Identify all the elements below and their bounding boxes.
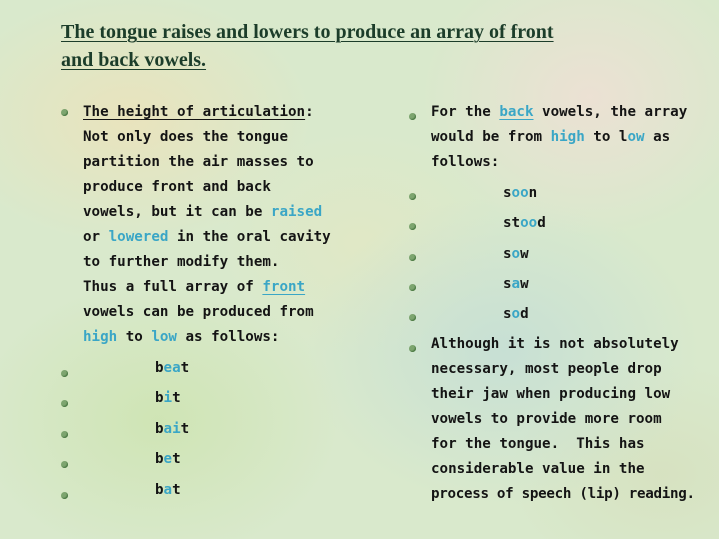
left-line: or — [83, 229, 109, 245]
word-part: b — [155, 421, 164, 437]
left-paragraph — [83, 100, 331, 350]
right-paragraph-jaw — [431, 332, 695, 507]
vowel-highlight: i — [163, 390, 173, 406]
right-line: their jaw when producing low — [431, 386, 671, 402]
back-vowel-word — [503, 272, 529, 297]
left-line: to further modify them. — [83, 254, 280, 270]
word-part: t — [172, 390, 181, 406]
word-part: s — [503, 306, 512, 322]
left-line: vowels, but it can be — [83, 204, 271, 220]
right-line: follows: — [431, 154, 500, 170]
front-vowel-word — [155, 386, 181, 411]
right-line: would be from — [431, 129, 551, 145]
bullet-icon — [61, 370, 68, 377]
word-part: t — [180, 421, 190, 437]
right-line: process of speech (lip) reading. — [431, 486, 695, 502]
back-term: back — [499, 104, 534, 120]
right-paragraph-back — [431, 100, 687, 175]
vowel-highlight: a — [163, 482, 173, 498]
word-part: d — [520, 306, 529, 322]
vowel-highlight: ea — [163, 360, 181, 376]
left-line: as follows: — [176, 329, 280, 345]
word-part: b — [155, 482, 164, 498]
front-term: front — [262, 279, 306, 295]
bullet-icon — [409, 314, 416, 321]
back-vowel-word — [503, 211, 546, 236]
right-line: to l — [584, 129, 628, 145]
bullet-icon — [409, 284, 416, 291]
bullet-icon — [61, 109, 68, 116]
right-line: for the tongue. This has — [431, 436, 645, 452]
word-part: s — [503, 246, 512, 262]
back-vowel-word — [503, 302, 529, 327]
right-line: vowels, the array — [533, 104, 688, 120]
bullet-icon — [61, 492, 68, 499]
vowel-highlight: oo — [511, 185, 529, 201]
high-term: high — [83, 329, 118, 345]
bullet-icon — [409, 223, 416, 230]
right-line: necessary, most people drop — [431, 361, 662, 377]
bullet-icon — [61, 431, 68, 438]
word-part: st — [503, 215, 521, 231]
vowel-highlight: e — [163, 451, 173, 467]
word-part: t — [172, 451, 181, 467]
left-line: vowels can be produced from — [83, 304, 314, 320]
right-line: For the — [431, 104, 500, 120]
left-line: produce front and back — [83, 179, 271, 195]
front-vowel-word — [155, 447, 181, 472]
bullet-icon — [61, 400, 68, 407]
word-part: w — [520, 246, 529, 262]
word-part: b — [155, 451, 164, 467]
left-line: Not only does the tongue — [83, 129, 288, 145]
back-vowel-word — [503, 181, 537, 206]
bullet-icon — [409, 113, 416, 120]
word-part: s — [503, 276, 512, 292]
vowel-highlight: o — [511, 246, 521, 262]
word-part: n — [528, 185, 538, 201]
back-vowel-word — [503, 242, 529, 267]
left-line: Thus a full array of — [83, 279, 263, 295]
left-line: in the oral cavity — [168, 229, 331, 245]
low-term: ow — [627, 129, 645, 145]
left-line: to — [117, 329, 152, 345]
title-line-2: and back vowels. — [61, 49, 207, 71]
right-line: Although it is not absolutely — [431, 336, 679, 352]
slide-title — [61, 18, 681, 74]
lowered-term: lowered — [108, 229, 169, 245]
front-vowel-word — [155, 417, 189, 442]
right-line: vowels to provide more room — [431, 411, 662, 427]
right-line: as — [644, 129, 671, 145]
raised-term: raised — [270, 204, 323, 220]
word-part: s — [503, 185, 512, 201]
height-heading: The height of articulation — [83, 104, 306, 120]
word-part: b — [155, 390, 164, 406]
right-line: considerable value in the — [431, 461, 645, 477]
bullet-icon — [409, 345, 416, 352]
vowel-highlight: oo — [520, 215, 538, 231]
title-line-1: The tongue raises and lowers to produce an array of front — [61, 21, 554, 43]
word-part: t — [180, 360, 190, 376]
bullet-icon — [409, 193, 416, 200]
bullet-icon — [409, 254, 416, 261]
heading-colon: : — [305, 104, 314, 120]
front-vowel-word — [155, 356, 189, 381]
word-part: b — [155, 360, 164, 376]
bullet-icon — [61, 461, 68, 468]
front-vowel-word — [155, 478, 181, 503]
vowel-highlight: o — [511, 306, 521, 322]
word-part: t — [172, 482, 181, 498]
vowel-highlight: ai — [163, 421, 181, 437]
left-line: partition the air masses to — [83, 154, 314, 170]
word-part: w — [520, 276, 529, 292]
low-term: low — [151, 329, 177, 345]
vowel-highlight: a — [511, 276, 521, 292]
high-term: high — [550, 129, 585, 145]
word-part: d — [537, 215, 546, 231]
